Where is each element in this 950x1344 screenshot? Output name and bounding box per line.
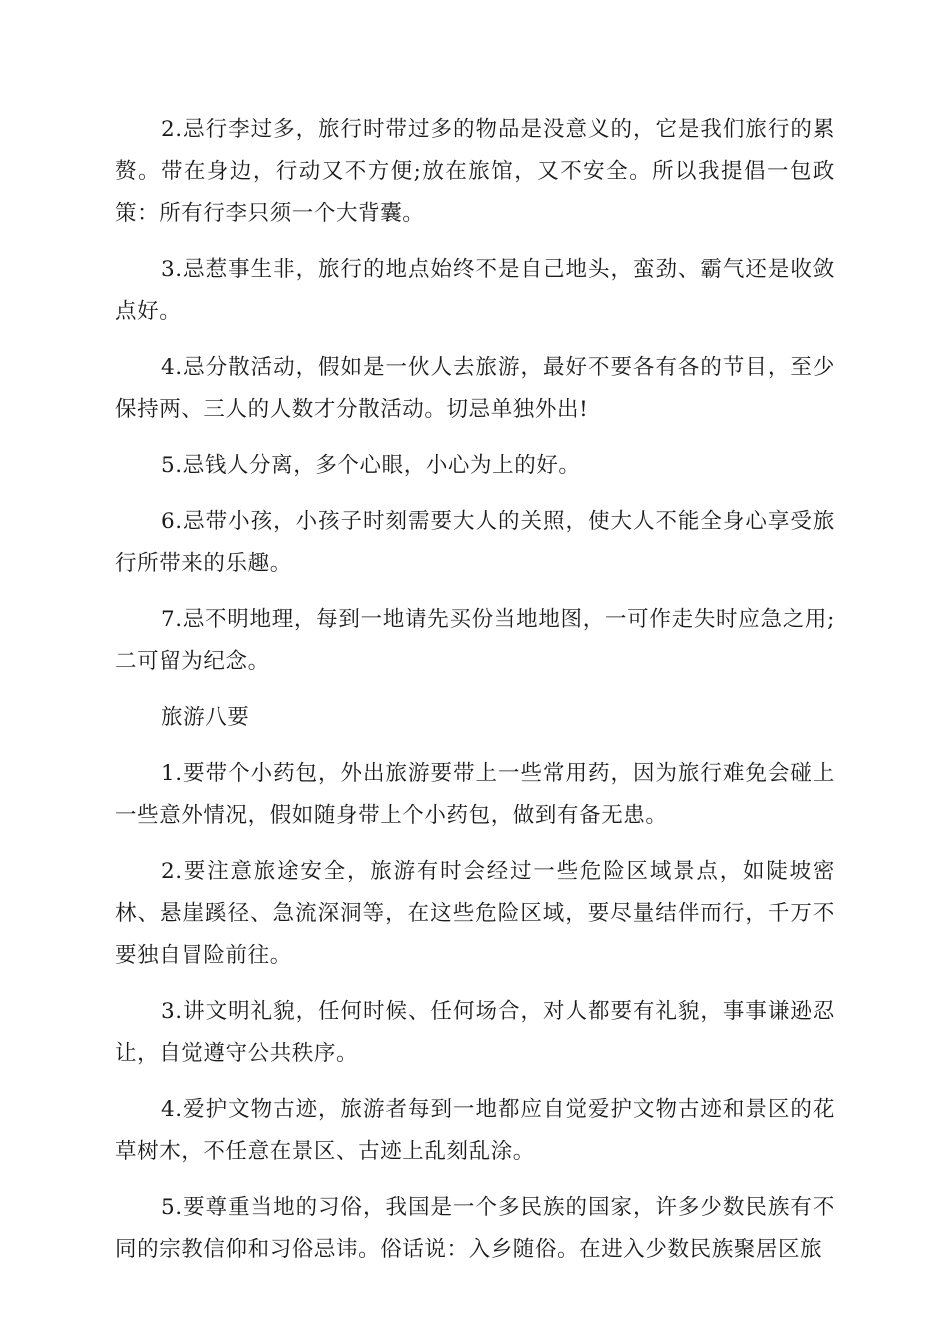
paragraph-keep-money-close: 5.忌钱人分离，多个心眼，小心为上的好。: [161, 453, 581, 478]
paragraph-avoid-bringing-kids: 6.忌带小孩，小孩子时刻需要大人的关照，使大人不能全身心享受旅行所带来的乐趣。: [115, 509, 835, 576]
paragraph-respect-customs: 5.要尊重当地的习俗，我国是一个多民族的国家，许多少数民族有不同的宗教信仰和习俗忌讳。俗话说：入乡随俗。在进入少数民族聚居区旅: [115, 1195, 835, 1262]
document-body: [115, 109, 835, 1285]
paragraph-avoid-excess-luggage: 2.忌行李过多，旅行时带过多的物品是没意义的，它是我们旅行的累赘。带在身边，行动又不方便;放在旅馆，又不安全。所以我提倡一包政策：所有行李只须一个大背囊。: [115, 117, 835, 226]
paragraph-protect-relics: 4.爱护文物古迹，旅游者每到一地都应自觉爱护文物古迹和景区的花草树木，不任意在景区、古迹上乱刻乱涂。: [115, 1097, 835, 1164]
paragraph-bring-medicine: 1.要带个小药包，外出旅游要带上一些常用药，因为旅行难免会碰上一些意外情况，假如随身带上个小药包，做到有备无患。: [115, 761, 835, 828]
paragraph-avoid-trouble: 3.忌惹事生非，旅行的地点始终不是自己地头，蛮劲、霸气还是收敛点好。: [115, 257, 835, 324]
paragraph-know-geography: 7.忌不明地理，每到一地请先买份当地地图，一可作走失时应急之用;二可留为纪念。: [115, 607, 835, 674]
paragraph-be-polite: 3.讲文明礼貌，任何时候、任何场合，对人都要有礼貌，事事谦逊忍让，自觉遵守公共秩序。: [115, 999, 835, 1066]
section-heading-eight-dos: 旅游八要: [161, 705, 250, 730]
paragraph-avoid-splitting-up: 4.忌分散活动，假如是一伙人去旅游，最好不要各有各的节目，至少保持两、三人的人数才分散活动。切忌单独外出!: [115, 355, 835, 422]
paragraph-travel-safety: 2.要注意旅途安全，旅游有时会经过一些危险区域景点，如陡坡密林、悬崖蹊径、急流深洞等，在这些危险区域，要尽量结伴而行，千万不要独自冒险前往。: [115, 859, 835, 968]
